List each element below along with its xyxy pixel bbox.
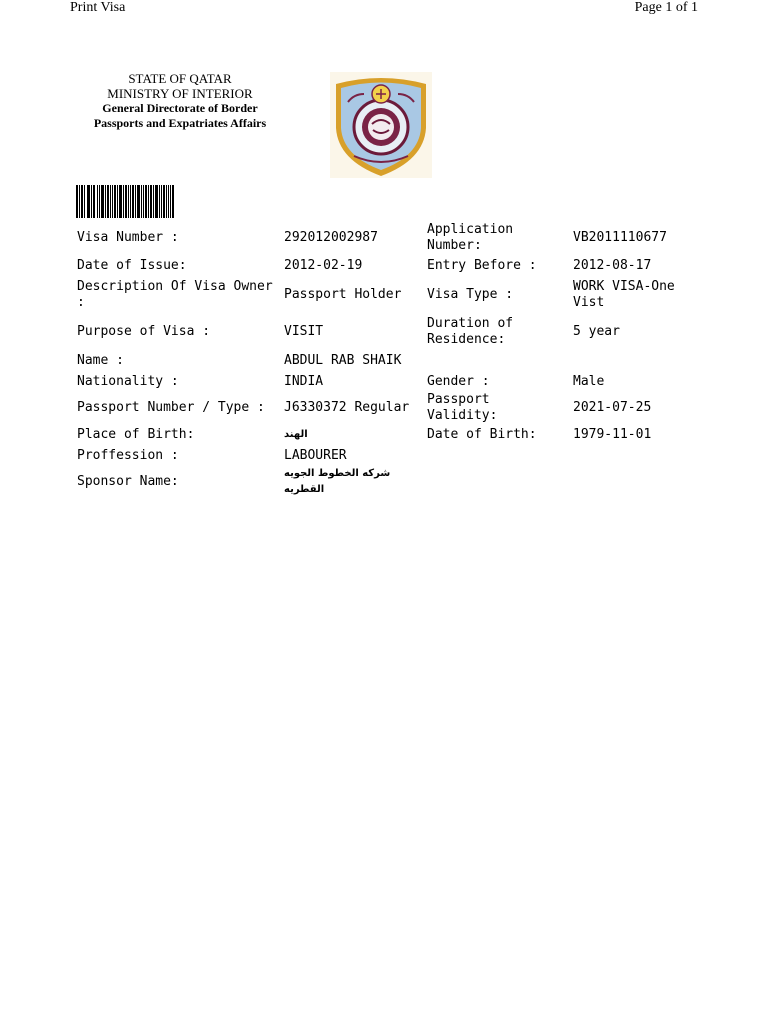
purpose-of-visa-label: Purpose of Visa : <box>77 323 211 339</box>
date-of-birth-value: 1979-11-01 <box>573 426 652 442</box>
place-of-birth-label: Place of Birth: <box>77 426 195 442</box>
date-of-birth-label: Date of Birth: <box>427 426 537 442</box>
empty-label <box>424 466 570 498</box>
visa-owner-description-value: Passport Holder <box>284 286 402 302</box>
visa-type-label: Visa Type : <box>427 286 514 302</box>
table-row <box>74 371 706 392</box>
passport-validity-label: Passport Validity: <box>427 392 498 423</box>
profession-value: LABOURER <box>284 447 347 463</box>
table-row <box>74 392 706 424</box>
place-of-birth-value: الهند <box>284 428 308 440</box>
visa-type-value: WORK VISA-One Vist <box>573 278 675 310</box>
ministry-emblem-icon <box>330 72 432 178</box>
visa-number-label: Visa Number : <box>77 230 179 245</box>
entry-before-value: 2012-08-17 <box>573 257 652 273</box>
authority-department: Passports and Expatriates Affairs <box>93 116 267 130</box>
page-count: Page 1 of 1 <box>634 0 698 15</box>
visa-details-table <box>74 221 706 498</box>
profession-label: Proffession : <box>77 447 179 463</box>
empty-label <box>424 350 570 371</box>
application-number-value: VB2011110677 <box>573 230 667 245</box>
print-header <box>70 0 698 20</box>
empty-value <box>570 350 706 371</box>
name-value: ABDUL RAB SHAIK <box>284 352 402 368</box>
table-row <box>74 221 706 255</box>
empty-label <box>424 445 570 466</box>
application-number-label: Application Number: <box>427 222 514 253</box>
table-row <box>74 276 706 313</box>
nationality-label: Nationality : <box>77 373 179 389</box>
nationality-value: INDIA <box>284 373 324 389</box>
visa-owner-description-label: Description Of Visa Owner : <box>77 278 273 310</box>
name-label: Name : <box>77 352 124 368</box>
authority-directorate: General Directorate of Border <box>102 101 258 115</box>
table-row <box>74 424 706 445</box>
sponsor-name-label: Sponsor Name: <box>77 474 179 489</box>
date-of-issue-label: Date of Issue: <box>77 257 187 273</box>
barcode <box>76 185 174 218</box>
gender-value: Male <box>573 373 605 389</box>
empty-value <box>570 445 706 466</box>
print-visa-title: Print Visa <box>70 0 126 15</box>
table-row <box>74 350 706 371</box>
table-row <box>74 255 706 276</box>
passport-validity-value: 2021-07-25 <box>573 400 652 415</box>
table-row <box>74 313 706 350</box>
authority-ministry: MINISTRY OF INTERIOR <box>107 86 253 101</box>
table-row <box>74 466 706 498</box>
sponsor-name-value: شركه الخطوط الجويه القطريه <box>284 468 391 495</box>
table-row <box>74 445 706 466</box>
empty-value <box>570 466 706 498</box>
passport-number-type-label: Passport Number / Type : <box>77 400 265 415</box>
entry-before-label: Entry Before : <box>427 257 537 273</box>
issuing-authority <box>70 71 290 131</box>
duration-of-residence-label: Duration of Residence: <box>427 315 514 347</box>
visa-number-value: 292012002987 <box>284 230 378 245</box>
authority-state: STATE OF QATAR <box>128 71 232 86</box>
date-of-issue-value: 2012-02-19 <box>284 257 363 273</box>
passport-number-type-value: J6330372 Regular <box>284 400 410 415</box>
gender-label: Gender : <box>427 373 490 389</box>
duration-of-residence-value: 5 year <box>573 323 620 339</box>
purpose-of-visa-value: VISIT <box>284 323 324 339</box>
